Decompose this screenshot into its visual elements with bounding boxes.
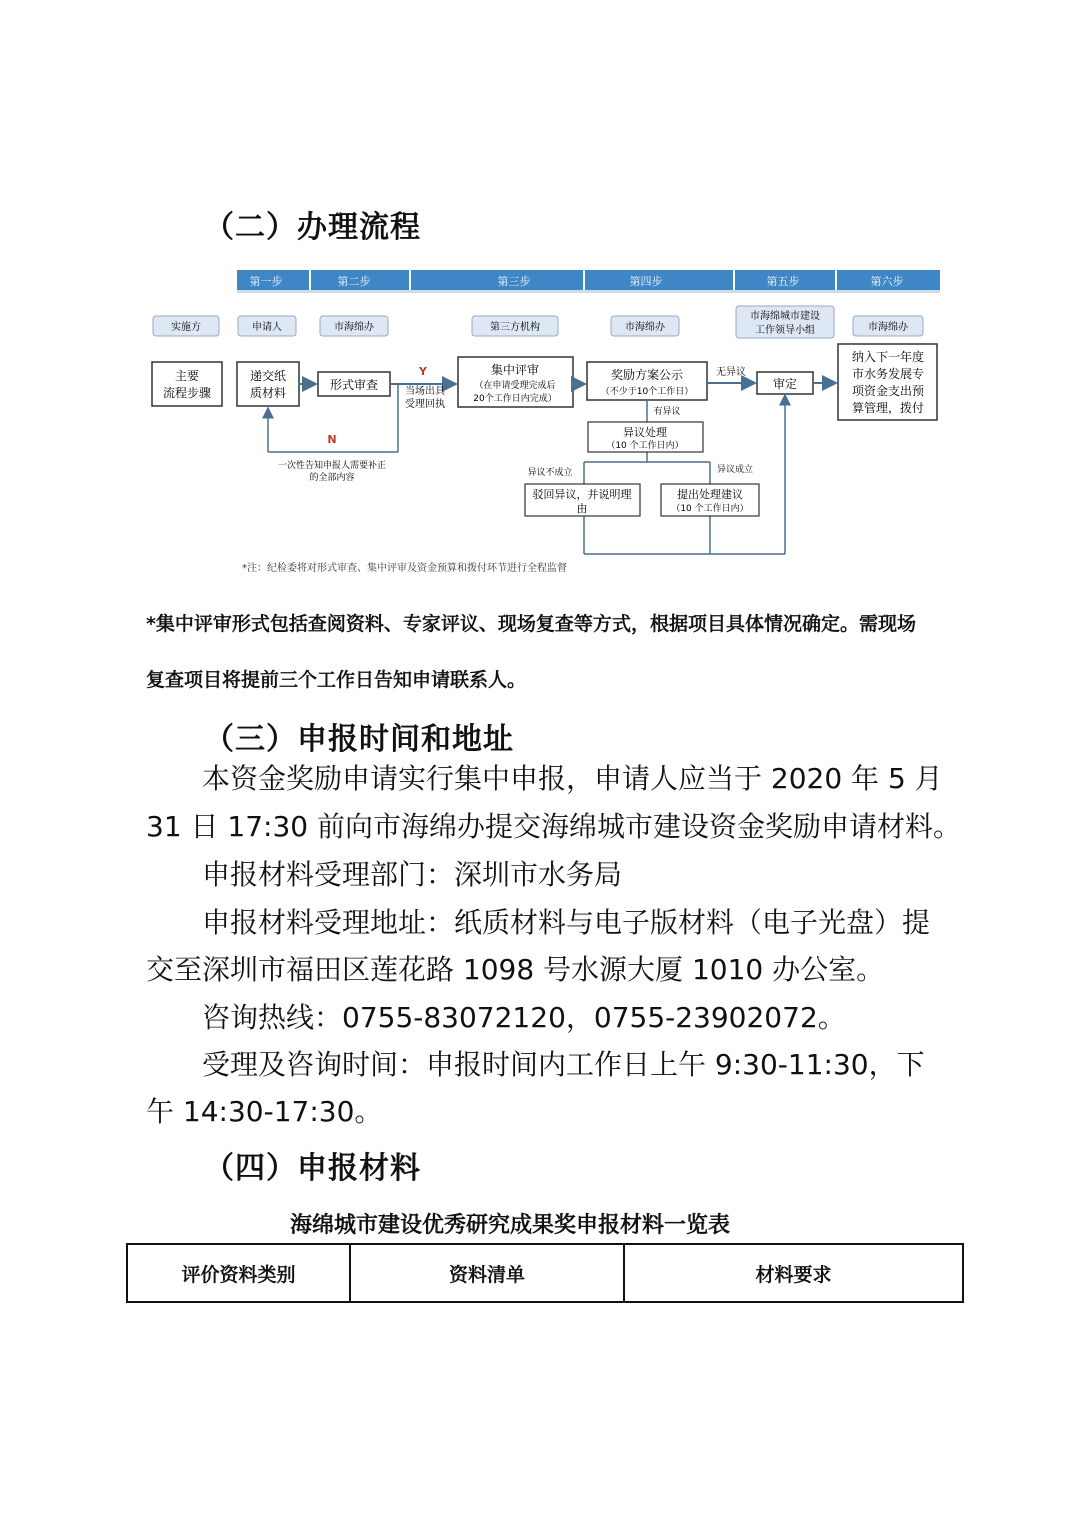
notify-label-1: 一次性告知申报人需要补正	[277, 461, 387, 471]
box-central-review-label: 集中评审	[490, 363, 540, 377]
box-submit-paper-line1: 递交纸	[249, 369, 287, 383]
notify-label-2: 的全部内容	[309, 473, 355, 483]
step-1-label: 第一步	[249, 275, 283, 288]
objection-invalid-label: 异议不成立	[527, 468, 573, 478]
step-bar-shadow	[237, 290, 940, 293]
box-final-line3: 项资金支出预	[851, 384, 925, 398]
receipt-label-1: 当场出具	[405, 386, 445, 397]
yes-label: Y	[419, 365, 427, 378]
box-objection-label: 异议处理	[623, 426, 667, 439]
actor-applicant-label: 申请人	[252, 322, 282, 333]
box-formal-review-label: 形式审查	[329, 378, 379, 392]
actor-leading-group-label-2: 工作领导小组	[755, 325, 815, 336]
box-final-line1: 纳入下一年度	[851, 350, 925, 364]
para-hours-line1: 受理及咨询时间：申报时间内工作日上午 9:30-11:30，下	[202, 1048, 925, 1081]
box-submit-paper-line2: 质材料	[249, 386, 287, 400]
para-address-line1: 申报材料受理地址：纸质材料与电子版材料（电子光盘）提	[202, 906, 931, 939]
para-hotline: 咨询热线：0755-83072120，0755-23902072。	[202, 1001, 846, 1034]
box-publicity-label: 奖励方案公示	[610, 368, 684, 382]
col-header-list: 资料清单	[350, 1244, 624, 1302]
actor-sponge-office-3-label: 市海绵办	[868, 322, 908, 333]
step-3-label: 第三步	[497, 275, 531, 288]
no-label: N	[327, 433, 337, 446]
actor-leading-group-label-1: 市海绵城市建设	[750, 311, 820, 322]
process-flowchart	[140, 262, 950, 582]
actor-third-party-label: 第三方机构	[490, 322, 540, 333]
no-objection-label: 无异议	[716, 367, 746, 378]
box-final-line4: 算管理，拨付	[851, 401, 925, 415]
actor-implementer-label: 实施方	[171, 322, 201, 333]
step-5-label: 第五步	[766, 275, 800, 288]
box-proposal-sub: （10 个工作日内）	[671, 504, 749, 514]
materials-table	[126, 1243, 964, 1303]
materials-table-title: 海绵城市建设优秀研究成果奖申报材料一览表	[290, 1213, 731, 1238]
box-main-steps-line2: 流程步骤	[162, 386, 212, 400]
box-proposal-label: 提出处理建议	[677, 488, 743, 501]
section-4-heading: （四）申报材料	[204, 1151, 421, 1186]
actor-sponge-office-2-label: 市海绵办	[625, 322, 665, 333]
review-note-line2: 复查项目将提前三个工作日告知申请联系人。	[146, 669, 527, 691]
para-department: 申报材料受理部门：深圳市水务局	[202, 858, 623, 891]
box-main-steps-line1: 主要	[174, 369, 200, 383]
actor-sponge-office-label: 市海绵办	[334, 322, 374, 333]
has-objection-label: 有异议	[653, 407, 681, 417]
para-apply-line1: 本资金奖励申请实行集中申报，申请人应当于 2020 年 5 月	[202, 762, 943, 795]
section-3-heading: （三）申报时间和地址	[204, 722, 514, 757]
box-approve-label: 审定	[772, 377, 798, 391]
box-reject-line1: 驳回异议，并说明理	[532, 488, 632, 501]
review-note-line1: *集中评审形式包括查阅资料、专家评议、现场复查等方式，根据项目具体情况确定。需现场	[146, 613, 916, 635]
box-reject-line2: 由	[576, 502, 588, 515]
step-2-label: 第二步	[337, 275, 371, 288]
objection-lines	[584, 395, 785, 554]
para-address-line2: 交至深圳市福田区莲花路 1098 号水源大厦 1010 办公室。	[146, 953, 885, 986]
para-apply-line2: 31 日 17:30 前向市海绵办提交海绵城市建设资金奖励申请材料。	[146, 810, 962, 843]
actor-row	[153, 306, 923, 338]
step-4-label: 第四步	[629, 275, 663, 288]
step-bar	[237, 270, 940, 293]
box-objection-sub: （10 个工作日内）	[606, 441, 684, 451]
col-header-requirements: 材料要求	[624, 1244, 963, 1302]
receipt-label-2: 受理回执	[405, 399, 445, 410]
flow-footnote: *注：纪检委将对形式审查、集中评审及资金预算和拨付环节进行全程监督	[242, 563, 567, 574]
para-hours-line2: 午 14:30-17:30。	[146, 1095, 383, 1128]
objection-valid-label: 异议成立	[716, 465, 754, 475]
box-central-review-sub1: （在申请受理完成后	[474, 381, 556, 391]
col-header-category: 评价资料类别	[127, 1244, 350, 1302]
step-6-label: 第六步	[870, 275, 904, 288]
box-final-line2: 市水务发展专	[851, 367, 925, 381]
section-2-heading: （二）办理流程	[204, 210, 421, 245]
materials-table-header-row	[127, 1244, 963, 1302]
box-central-review-sub2: 20个工作日内完成）	[473, 394, 557, 404]
box-publicity-sub: （不少于10个工作日）	[600, 387, 694, 397]
